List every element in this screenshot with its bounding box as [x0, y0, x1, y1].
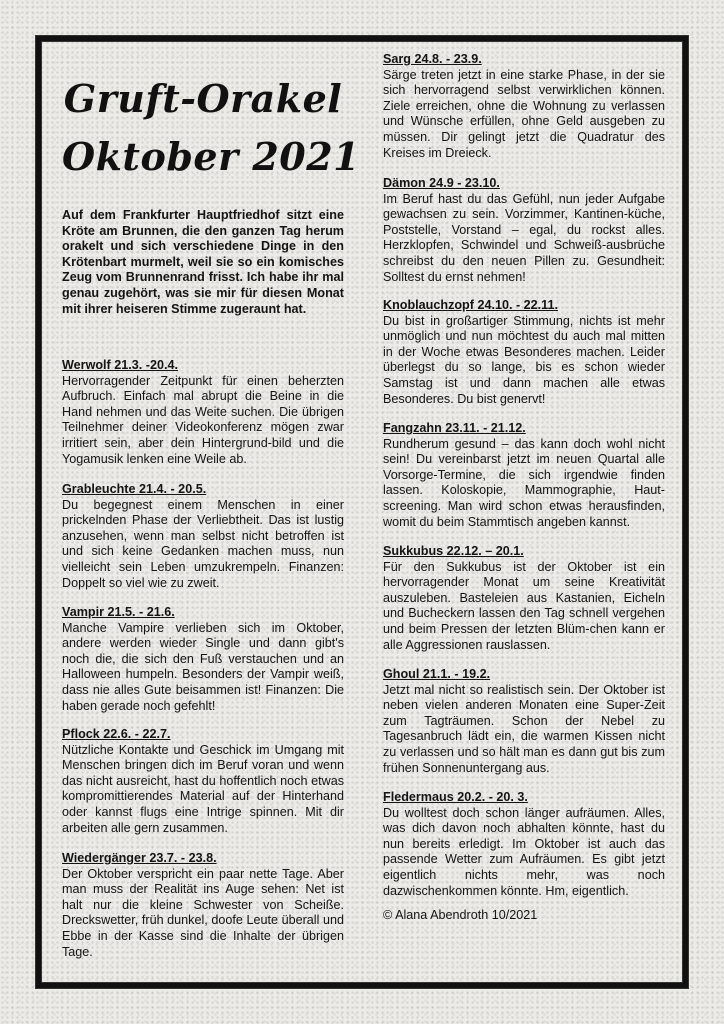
horoscope-grableuchte [62, 482, 344, 591]
sign-text: Särge treten jetzt in eine starke Phase, in der sie sich hervorragend selbst verwirklichen können. Ziele erreichen, ohne die Wohnung zu verlassen und Wünsche erfüllen, ohne Geld ausgeben zu müssen. Dir gelingt jetzt die Quadratur des Kreises im Dreieck. [383, 67, 665, 160]
sign-text: Für den Sukkubus ist der Oktober ist ein hervorragender Monat um seine Kreativität auszuleben. Basteleien aus Kastanien, Eicheln und Bucheckern lassen den Tag schnell vergehen und beim Pressen der letzten Blüm-chen kann er alle Aggressionen rauslassen. [383, 559, 665, 652]
sign-heading: Vampir 21.5. - 21.6. [62, 605, 175, 619]
sign-text: Im Beruf hast du das Gefühl, nun jeder Aufgabe gewachsen zu sein. Vorzimmer, Kantinen-küche, Poststelle, Vorstand – egal, du rockst alles. Herzklopfen, Schwindel und Schweiß-ausbrüche schreibst du den neuen Pillen zu. Gesundheit: Solltest du ernst nehmen! [383, 191, 665, 284]
sign-heading: Fledermaus 20.2. - 20. 3. [383, 790, 528, 804]
horoscope-knoblauchzopf [383, 298, 665, 407]
sign-text: Rundherum gesund – das kann doch wohl nicht sein! Du vereinbarst jetzt im neuen Quartal alle Vorsorge-Termine, die sich irgendwie finden lassen. Koloskopie, Mammographie, Haut-screening. Man wird schon etwas herausfinden, womit du beim Stammtisch angeben kannst. [383, 436, 665, 529]
sign-text: Jetzt mal nicht so realistisch sein. Der Oktober ist neben vielen anderen Monaten eine Super-Zeit zum Tagträumen. Schon der Nebel zu Tagesanbruch lädt ein, die warmen Kissen nicht zu verlassen und so hält man es dann gut bis zum frühen Sonnenuntergang aus. [383, 682, 665, 775]
page-title [62, 70, 361, 186]
horoscope-sukkubus [383, 544, 665, 653]
horoscope-fangzahn [383, 421, 665, 530]
sign-heading: Werwolf 21.3. -20.4. [62, 358, 178, 372]
sign-text: Du bist in großartiger Stimmung, nichts ist mehr unmöglich und nun möchtest du auch mal mitten in der Woche etwas Besonderes machen. Leider überlegst du so lange, bis es schon wieder Samstag ist und dann machen alle etwas Besonderes. Du bist genervt! [383, 313, 665, 406]
sign-heading: Sarg 24.8. - 23.9. [383, 52, 482, 66]
sign-heading: Fangzahn 23.11. - 21.12. [383, 421, 526, 435]
copyright-note: © Alana Abendroth 10/2021 [383, 908, 538, 922]
sign-heading: Wiedergänger 23.7. - 23.8. [62, 851, 217, 865]
sign-heading: Ghoul 21.1. - 19.2. [383, 667, 491, 681]
horoscope-pflock [62, 727, 344, 836]
horoscope-wiedergaenger [62, 851, 344, 960]
sign-text: Hervorragender Zeitpunkt für einen beherzten Aufbruch. Einfach mal abrupt die Beine in die Hand nehmen und das Weite suchen. Die übrigen Teilnehmer deiner Videokonferenz mögen zwar irritiert sein, aber dein Hintergrund-bild und die Yogamusik lenken eine Weile ab. [62, 373, 344, 466]
title-line-2: Oktober 2021 [62, 134, 361, 179]
sign-heading: Pflock 22.6. - 22.7. [62, 727, 171, 741]
sign-heading: Sukkubus 22.12. – 20.1. [383, 544, 524, 558]
horoscope-vampir [62, 605, 344, 714]
sign-heading: Grableuchte 21.4. - 20.5. [62, 482, 207, 496]
horoscope-werwolf [62, 358, 344, 467]
title-line-1: Gruft-Orakel [63, 76, 343, 121]
sign-text: Du begegnest einem Menschen in einer prickelnden Phase der Verliebtheit. Das ist lustig anzusehen, wenn man selbst nicht betroffen ist und sich keine Gedanken machen muss, nun vielleicht sein Leben umzukrempeln. Finanzen: Doppelt so viel wie zu zweit. [62, 497, 344, 590]
horoscope-daemon [383, 176, 665, 285]
sign-heading: Dämon 24.9 - 23.10. [383, 176, 500, 190]
sign-text: Du wolltest doch schon länger aufräumen. Alles, was dich davon noch abhalten könnte, hast du nun bereits erledigt. Im Oktober ist auch das passende Wetter zum Aufräumen. Es gibt jetzt eigentlich nichts mehr, was noch dazwischenkommen könnte. Hm, eigentlich. [383, 805, 665, 898]
sign-text: Der Oktober verspricht ein paar nette Tage. Aber man muss der Realität ins Auge sehen: Net ist halt nur die kleine Schwester von Scheiße. Dreckswetter, früh dunkel, doofe Leute überall und Ebbe in der Kasse sind die Inhalte der übrigen Tage. [62, 866, 344, 959]
sign-text: Manche Vampire verlieben sich im Oktober, andere werden wieder Single und dann gibt's noch die, die sich den Fuß verstauchen und an Halloween humpeln. Besonders der Vampir weiß, dass nie alles Gute beisammen ist! Finanzen: Die haben gerade noch gefehlt! [62, 620, 344, 713]
horoscope-ghoul [383, 667, 665, 776]
sign-heading: Knoblauchzopf 24.10. - 22.11. [383, 298, 558, 312]
horoscope-sarg [383, 52, 665, 161]
intro-paragraph: Auf dem Frankfurter Hauptfriedhof sitzt eine Kröte am Brunnen, die den ganzen Tag herum orakelt und sich verschiedene Dinge in den Krötenbart murmelt, weil sie so ein komisches Zeug vom Brunnenrand frisst. Ich habe ihr mal genau zugehört, was sie mir für diesen Monat mit ihrer heiseren Stimme zugeraunt hat. [62, 208, 344, 316]
sign-text: Nützliche Kontakte und Geschick im Umgang mit Menschen bringen dich im Beruf voran und wenn das nicht ausreicht, hast du hoffentlich noch etwas kompromittierendes Material auf der Hinterhand oder kannst flugs eine Intrige spinnen. Mit dir arbeiten alle gern zusammen. [62, 742, 344, 835]
horoscope-fledermaus [383, 790, 665, 899]
